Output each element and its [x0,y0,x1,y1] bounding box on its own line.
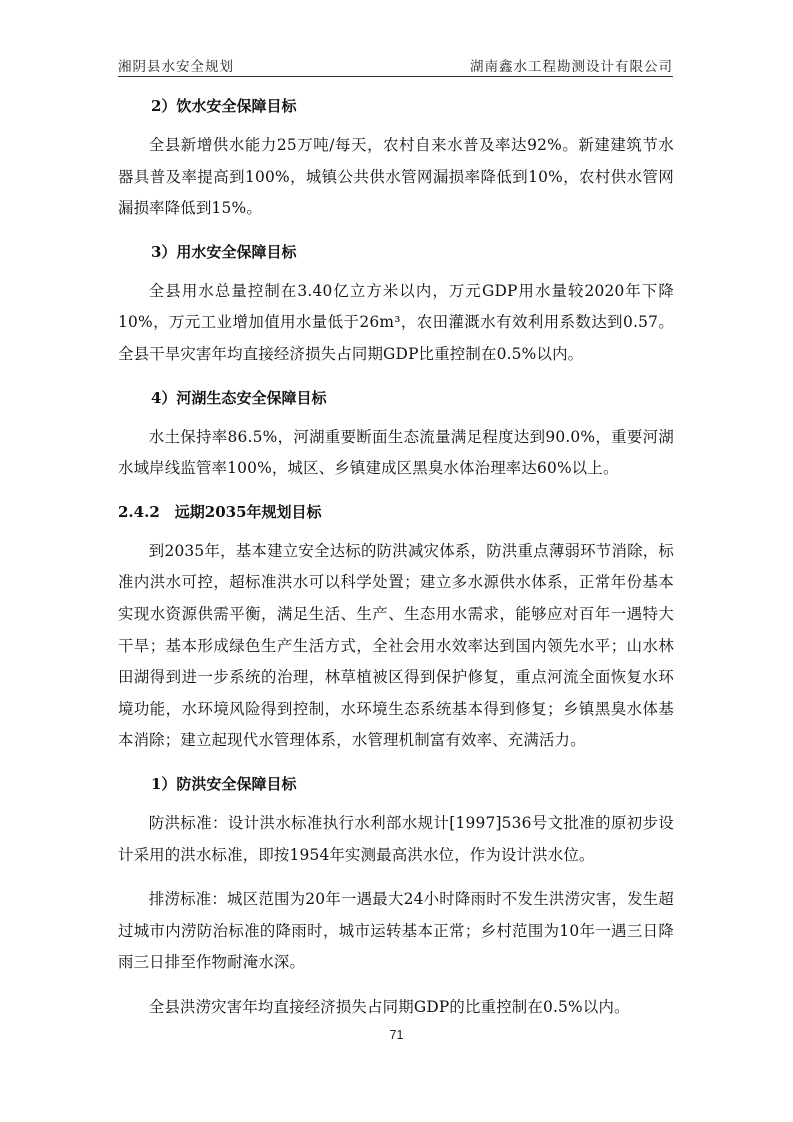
header-document-title: 湘阴县水安全规划 [118,59,234,75]
heading-water-use-target: 3）用水安全保障目标 [151,242,297,261]
heading-long-term-2035-target: 2.4.2 远期2035年规划目标 [118,502,322,521]
page-header [118,51,673,75]
paragraph-flood-standard: 防洪标准：设计洪水标准执行水利部水规计[1997]536号文批准的原初步设计采用的洪水标准，即按1954年实测最高洪水位，作为设计洪水位。 [118,813,674,864]
paragraph-flood-loss-control: 全县洪涝灾害年均直接经济损失占同期GDP的比重控制在0.5%以内。 [148,997,630,1016]
page-body [118,92,674,1023]
header-divider [118,76,673,77]
heading-river-lake-eco-target: 4）河湖生态安全保障目标 [151,388,327,407]
heading-flood-safety-target: 1）防洪安全保障目标 [151,774,297,793]
page-number: 71 [389,1028,404,1042]
paragraph-water-use-target: 全县用水总量控制在3.40亿立方米以内，万元GDP用水量较2020年下降10%，万元工业增加值用水量低于26m³，农田灌溉水有效利用系数达到0.57。全县干旱灾害年均直接经济损失占同期GDP比重控制在0.5%以内。 [118,281,674,363]
heading-drinking-water-target: 2）饮水安全保障目标 [151,97,297,115]
paragraph-long-term-2035-target: 到2035年，基本建立安全达标的防洪减灾体系，防洪重点薄弱环节消除，标准内洪水可控，超标准洪水可以科学处置；建立多水源供水体系，正常年份基本实现水资源供需平衡，满足生活、生产、生态用水需求，能够应对百年一遇特大干旱；基本形成绿色生产生活方式，全社会用水效率达到国内领先水平；山水林田湖得到进一步系统的治理，林草植被区得到保护修复，重点河流全面恢复水环境功能，水环境风险得到控制，水环境生态系统基本得到修复；乡镇黑臭水体基本消除；建立起现代水管理体系，水管理机制富有效率、充满活力。 [118,541,674,750]
paragraph-drinking-water-target: 全县新增供水能力25万吨/每天，农村自来水普及率达92%。新建建筑节水器具普及率提高到100%，城镇公共供水管网漏损率降低到10%，农村供水管网漏损率降低到15%。 [118,136,674,218]
paragraph-drainage-standard: 排涝标准：城区范围为20年一遇最大24小时降雨时不发生洪涝灾害，发生超过城市内涝防治标准的降雨时，城市运转基本正常；乡村范围为10年一遇三日降雨三日排至作物耐淹水深。 [118,890,674,972]
header-company-name: 湖南鑫水工程勘测设计有限公司 [470,59,673,75]
paragraph-river-lake-eco-target: 水土保持率86.5%，河湖重要断面生态流量满足程度达到90.0%，重要河湖水域岸线监管率100%，城区、乡镇建成区黑臭水体治理率达60%以上。 [118,427,674,478]
